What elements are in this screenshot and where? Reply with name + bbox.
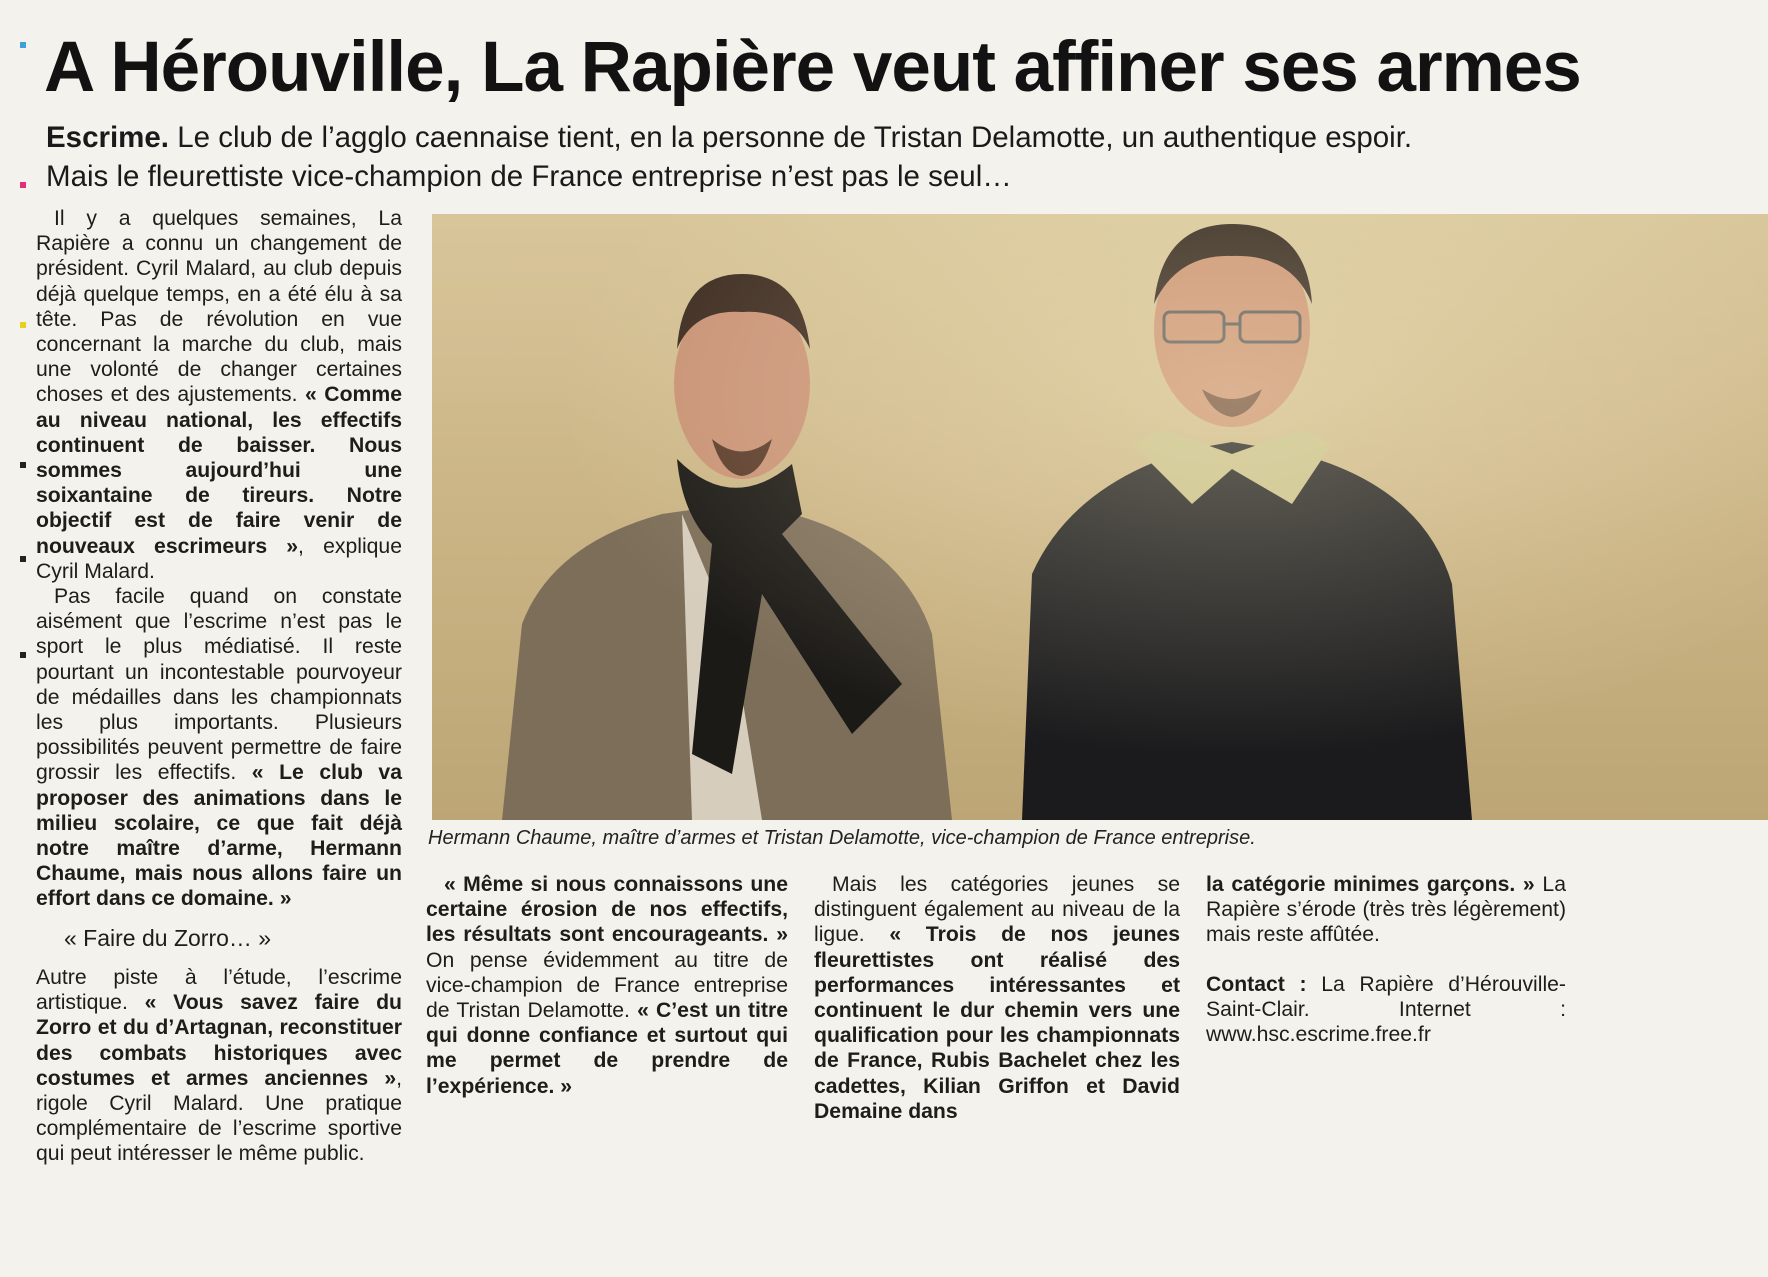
column-2 [426,872,788,1099]
paragraph [36,584,402,912]
paragraph-quote: « C’est un titre qui donne confiance et surtout qui me permet de prendre de l’expérience. » [426,999,789,1098]
column-4 [1206,872,1566,1047]
registration-mark [20,322,26,328]
standfirst-kicker: Escrime. [46,121,169,154]
paragraph [426,872,788,1099]
paragraph-quote: la catégorie minimes garçons. » [1206,873,1535,896]
paragraph-quote: « Même si nous connaissons une certaine érosion de nos effectifs, les résultats sont encourageants. » [426,873,788,947]
registration-mark [20,462,26,468]
paragraph-quote: « Vous savez faire du Zorro et du d’Artagnan, reconstituer des combats historiques avec costumes et armes anciennes » [36,991,402,1090]
article-photo [432,214,1768,820]
standfirst-line-2: Mais le fleurettiste vice-champion de France entreprise n’est pas le seul… [46,160,1012,193]
contact-label: Contact : [1206,972,1307,996]
standfirst-line-1: Le club de l’agglo caennaise tient, en la personne de Tristan Delamotte, un authentique espoir. [177,121,1413,154]
article-headline: A Hérouville, La Rapière veut affiner ses armes [44,28,1581,107]
paragraph-quote: « Trois de nos jeunes fleurettistes ont réalisé des performances intéressantes et continuent le dur chemin vers une qualification pour les championnats de France, Rubis Bachelet chez les cadettes, Kilian Griffon et David Demaine dans [814,923,1180,1123]
column-1 [36,206,402,1167]
article-standfirst [46,118,1686,196]
paragraph [1206,872,1566,948]
paragraph [814,872,1180,1124]
contact-paragraph [1206,972,1566,1048]
contact-text: La Rapière d’Hérouville-Saint-Clair. Internet : www.hsc.escrime.free.fr [1206,972,1566,1047]
column-3 [814,872,1180,1124]
paragraph-text: Mais les catégories jeunes se distinguent également au niveau de la ligue. [814,873,1180,947]
paragraph-text: La Rapière s’érode (très très légèrement) mais reste affûtée. [1206,873,1566,947]
paragraph-quote: « Comme au niveau national, les effectifs continuent de baisser. Nous sommes aujourd’hui une soixantaine de tireurs. Notre objectif est de faire venir de nouveaux escrimeurs » [36,383,403,558]
registration-mark [20,652,26,658]
paragraph [36,965,402,1167]
paragraph-text: On pense évidemment au titre de vice-champion de France entreprise de Tristan Delamotte. [426,948,788,1023]
photo-caption: Hermann Chaume, maître d’armes et Tristan Delamotte, vice-champion de France entreprise. [428,827,1256,849]
paragraph-text: Autre piste à l’étude, l’escrime artistique. [36,965,402,1015]
paragraph-text: Il y a quelques semaines, La Rapière a connu un changement de président. Cyril Malard, au club depuis déjà quelque temps, en a été élu à sa tête. Pas de révolution en vue concernant la marche du club, mais une volonté de changer certaines choses et des ajustements. [36,207,402,407]
registration-mark [20,42,26,48]
paragraph-quote: « Le club va proposer des animations dans le milieu scolaire, ce que fait déjà notre maître d’arme, Hermann Chaume, mais nous allons faire un effort dans ce domaine. » [36,761,402,911]
paragraph [36,206,402,584]
paragraph-text: , explique Cyril Malard. [36,534,402,583]
intertitle: « Faire du Zorro… » [64,924,272,951]
paragraph-text: Pas facile quand on constate aisément que l’escrime n’est pas le sport le plus médiatisé. Il reste pourtant un incontestable pourvoyeur de médailles dans les championnats les plus importants. Plusieurs possibilités peuvent permettre de faire grossir les effectifs. [36,585,402,785]
registration-mark [20,556,26,562]
registration-mark [20,182,26,188]
paragraph-text: , rigole Cyril Malard. Une pratique complémentaire de l’escrime sportive qui peut intéresser le même public. [36,1066,402,1166]
